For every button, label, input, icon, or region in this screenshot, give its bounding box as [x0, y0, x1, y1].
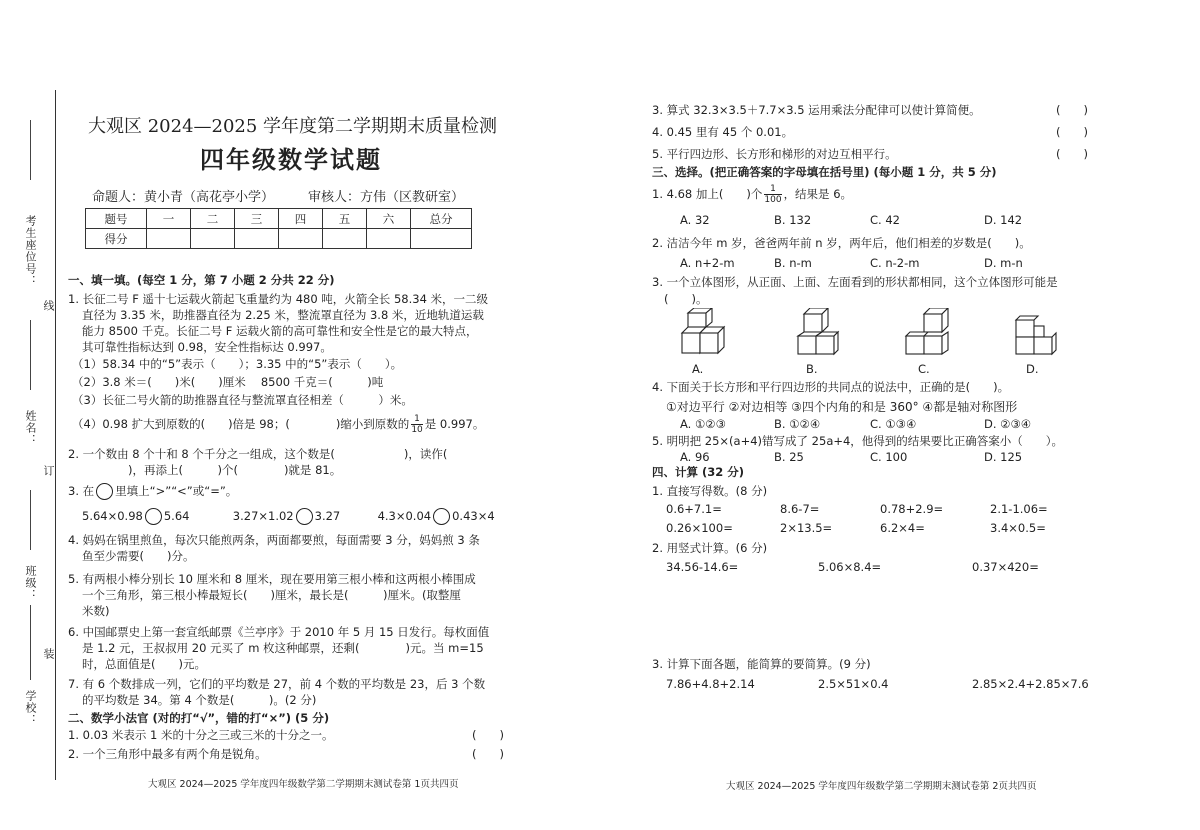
- reviewer-info: 审核人：方伟（区教研室）: [308, 190, 465, 205]
- judge-5: 5. 平行四边形、长方形和梯形的对边互相平行。: [652, 147, 897, 161]
- choice-4-option[interactable]: C. ①③④: [870, 417, 917, 431]
- q3-comparisons: 5.64×0.98 5.64 3.27×1.02 3.27 4.3×0.04 0.43×4: [82, 509, 495, 523]
- score-row-label: 得分: [86, 229, 147, 249]
- choice-3-option[interactable]: A.: [692, 362, 704, 376]
- score-table: [85, 208, 472, 249]
- blank-line-name: [30, 320, 31, 390]
- section-3-title: 三、选择。(把正确答案的字母填在括号里) (每小题 1 分，共 5 分): [652, 165, 997, 179]
- q6-text: 6. 中国邮票史上第一套宣纸邮票《兰亭序》于 2010 年 5 月 15 日发行。每枚面值: [68, 625, 490, 639]
- judge-2: 2. 一个三角形中最多有两个角是锐角。: [68, 747, 267, 761]
- choice-2: 2. 洁洁今年 m 岁，爸爸两年前 n 岁，两年后，他们相差的岁数是( )。: [652, 236, 1031, 250]
- score-header-cell: 二: [191, 209, 235, 229]
- calc-item: 0.78+2.9=: [880, 502, 944, 516]
- q1-sub-4: [72, 414, 484, 435]
- score-header-cell: 总分: [411, 209, 472, 229]
- q1-sub-4-tail: 是 0.997。: [424, 417, 485, 431]
- q1-text: 能力 8500 千克。长征二号 F 运载火箭的高可靠性和安全性是它的最大特点，: [82, 324, 478, 338]
- q5-text: 5. 有两根小棒分别长 10 厘米和 8 厘米，现在要用第三根小棒和这两根小棒围成: [68, 572, 476, 586]
- calc-1-title: 1. 直接写得数。(8 分): [652, 484, 768, 498]
- score-cell[interactable]: [411, 229, 472, 249]
- exam-subject: 四年级数学试题: [200, 145, 382, 174]
- calc-item: 2×13.5=: [780, 521, 833, 535]
- fraction-one-tenth: $\frac{1}{10}$: [411, 414, 423, 435]
- choice-1-option[interactable]: C. 42: [870, 213, 900, 227]
- judge-answer-paren[interactable]: ( ): [472, 747, 504, 761]
- q3-text: 3. 在 里填上“>”“<”或“=”。: [68, 484, 238, 498]
- judge-3: 3. 算式 32.3×3.5＋7.7×3.5 运用乘法分配律可以使计算简便。: [652, 103, 981, 117]
- binding-word-bind: 装: [42, 648, 55, 659]
- section-1-title: 一、填一填。(每空 1 分，第 7 小题 2 分共 22 分): [68, 273, 335, 287]
- choice-2-option[interactable]: D. m-n: [984, 256, 1023, 270]
- choice-1: 1. 4.68 加上( )个 $\frac{1}{100}$ ，结果是 6。: [652, 184, 853, 205]
- calc-item: 0.26×100=: [666, 521, 733, 535]
- name-label: 姓名：: [24, 410, 37, 446]
- vertical-calc-item: 5.06×8.4=: [818, 560, 882, 574]
- judge-answer-paren[interactable]: ( ): [1056, 125, 1088, 139]
- judge-answer-paren[interactable]: ( ): [1056, 147, 1088, 161]
- score-header-cell: 三: [235, 209, 279, 229]
- calc-item: 3.4×0.5=: [990, 521, 1046, 535]
- q1-sub-2: （2）3.8 米＝( )米( )厘米 8500 千克＝( )吨: [72, 375, 384, 389]
- choice-3: ( )。: [664, 292, 708, 306]
- q2-text: 2. 一个数由 8 个十和 8 个千分之一组成，这个数是( )，读作(: [68, 447, 448, 461]
- binding-line: [55, 90, 56, 780]
- choice-5-option[interactable]: B. 25: [774, 450, 804, 464]
- compare-circle[interactable]: [433, 508, 450, 525]
- setter-info: 命题人：黄小青（高花亭小学）: [92, 190, 275, 205]
- choice-2-option[interactable]: A. n+2-m: [680, 256, 735, 270]
- q1-sub-4-text: （4）0.98 扩大到原数的( )倍是 98；( )缩小到原数的: [72, 417, 410, 431]
- choice-5-option[interactable]: A. 96: [680, 450, 710, 464]
- choice-4-option[interactable]: A. ①②③: [680, 417, 726, 431]
- judge-answer-paren[interactable]: ( ): [472, 728, 504, 742]
- blank-line-class: [30, 490, 31, 550]
- q5-text: 一个三角形，第三根小棒最短长( )厘米，最长是( )厘米。(取整厘: [82, 588, 461, 602]
- q5-text: 米数): [82, 604, 110, 618]
- score-header-cell: 五: [323, 209, 367, 229]
- calc-item: 8.6-7=: [780, 502, 820, 516]
- vertical-calc-item: 0.37×420=: [972, 560, 1039, 574]
- section-4-title: 四、计算 (32 分): [652, 465, 745, 479]
- q1-text: 1. 长征二号 F 遥十七运载火箭起飞重量约为 480 吨，火箭全长 58.34 米，一二级: [68, 292, 489, 306]
- score-cell[interactable]: [367, 229, 411, 249]
- choice-4-option[interactable]: B. ①②④: [774, 417, 821, 431]
- calc-item: 6.2×4=: [880, 521, 925, 535]
- seat-number-label: 考生座位号：: [24, 215, 37, 287]
- q4-text: 鱼至少需要( )分。: [82, 549, 195, 563]
- judge-4: 4. 0.45 里有 45 个 0.01。: [652, 125, 794, 139]
- score-cell[interactable]: [279, 229, 323, 249]
- calc-item: 0.6+7.1=: [666, 502, 722, 516]
- q7-text: 7. 有 6 个数排成一列，它们的平均数是 27，前 4 个数的平均数是 23，后 3 个数: [68, 677, 486, 691]
- school-label: 学校：: [24, 690, 37, 726]
- fraction-one-hundredth: $\frac{1}{100}$: [764, 184, 782, 205]
- cube-figure-c: [902, 308, 958, 358]
- vertical-calc-item: 34.56-14.6=: [666, 560, 739, 574]
- choice-1-option[interactable]: B. 132: [774, 213, 812, 227]
- blank-line-seat: [30, 120, 31, 180]
- calc-item: 2.1-1.06=: [990, 502, 1048, 516]
- binding-word-line: 线: [42, 300, 55, 311]
- choice-5-option[interactable]: C. 100: [870, 450, 908, 464]
- calc-3-title: 3. 计算下面各题，能简算的要简算。(9 分): [652, 657, 871, 671]
- compare-circle[interactable]: [145, 508, 162, 525]
- choice-4-option[interactable]: D. ②③④: [984, 417, 1032, 431]
- choice-3: 3. 一个立体图形，从正面、上面、左面看到的形状都相同，这个立体图形可能是: [652, 275, 1058, 289]
- choice-1-option[interactable]: A. 32: [680, 213, 710, 227]
- page-footer-2: 大观区 2024—2025 学年度四年级数学第二学期期末测试卷第 2页共四页: [726, 781, 1037, 792]
- q1-text: 其可靠性指标达到 0.98，安全性指标达 0.997。: [82, 340, 332, 354]
- q1-sub-3: （3）长征二号火箭的助推器直径与整流罩直径相差（ ）米。: [72, 393, 413, 407]
- choice-3-option[interactable]: D.: [1026, 362, 1039, 376]
- q7-text: 的平均数是 34。第 4 个数是( )。(2 分): [82, 693, 317, 707]
- choice-2-option[interactable]: C. n-2-m: [870, 256, 920, 270]
- circle-blank-icon: [96, 483, 113, 500]
- score-header-cell: 四: [279, 209, 323, 229]
- score-cell[interactable]: [323, 229, 367, 249]
- choice-4: 4. 下面关于长方形和平行四边形的共同点的说法中，正确的是( )。: [652, 380, 1010, 394]
- binding-word-order: 订: [42, 465, 55, 476]
- q4-text: 4. 妈妈在锅里煎鱼，每次只能煎两条，两面都要煎，每面需要 3 分，妈妈煎 3 条: [68, 533, 480, 547]
- choice-5-option[interactable]: D. 125: [984, 450, 1023, 464]
- cube-figure-d: [1012, 312, 1058, 358]
- simplify-item: 2.5×51×0.4: [818, 677, 889, 691]
- choice-1-option[interactable]: D. 142: [984, 213, 1023, 227]
- q6-text: 是 1.2 元，王叔叔用 20 元买了 m 枚这种邮票，还剩( )元。当 m=15: [82, 641, 484, 655]
- blank-line-school: [30, 605, 31, 680]
- q1-text: 直径为 3.35 米，助推器直径为 2.25 米，整流罩直径为 3.8 米，近地轨道运载: [82, 308, 484, 322]
- judge-1: 1. 0.03 米表示 1 米的十分之三或三米的十分之一。: [68, 728, 334, 742]
- score-cell[interactable]: [191, 229, 235, 249]
- score-header-cell: 题号: [86, 209, 147, 229]
- score-header-cell: 六: [367, 209, 411, 229]
- exam-title: 大观区 2024—2025 学年度第二学期期末质量检测: [88, 116, 498, 137]
- simplify-item: 7.86+4.8+2.14: [666, 677, 755, 691]
- choice-3-option[interactable]: C.: [918, 362, 930, 376]
- score-table-score-row: [86, 229, 472, 249]
- q2-text: )，再添上( )个( )就是 81。: [82, 463, 342, 477]
- choice-2-option[interactable]: B. n-m: [774, 256, 812, 270]
- q1-sub-1: （1）58.34 中的“5”表示（ ）；3.35 中的“5”表示（ ）。: [72, 357, 403, 371]
- score-header-cell: 一: [147, 209, 191, 229]
- calc-2-title: 2. 用竖式计算。(6 分): [652, 541, 768, 555]
- score-cell[interactable]: [147, 229, 191, 249]
- compare-circle[interactable]: [296, 508, 313, 525]
- section-2-title: 二、数学小法官 (对的打“√”，错的打“×”) (5 分): [68, 711, 330, 725]
- score-cell[interactable]: [235, 229, 279, 249]
- cube-figure-b: [794, 308, 844, 358]
- page-footer-1: 大观区 2024—2025 学年度四年级数学第二学期期末测试卷第 1页共四页: [148, 779, 459, 790]
- cube-figure-a: [678, 308, 738, 358]
- q6-text: 时，总面值是( )元。: [82, 657, 206, 671]
- class-label: 班级：: [24, 565, 37, 601]
- judge-answer-paren[interactable]: ( ): [1056, 103, 1088, 117]
- simplify-item: 2.85×2.4+2.85×7.6: [972, 677, 1089, 691]
- choice-5: 5. 明明把 25×(a+4)错写成了 25a+4，他得到的结果要比正确答案小（ ）。: [652, 434, 1064, 448]
- score-table-header-row: [86, 209, 472, 229]
- choice-3-option[interactable]: B.: [806, 362, 818, 376]
- choice-4-items: ①对边平行 ②对边相等 ③四个内角的和是 360° ④都是轴对称图形: [666, 400, 1018, 414]
